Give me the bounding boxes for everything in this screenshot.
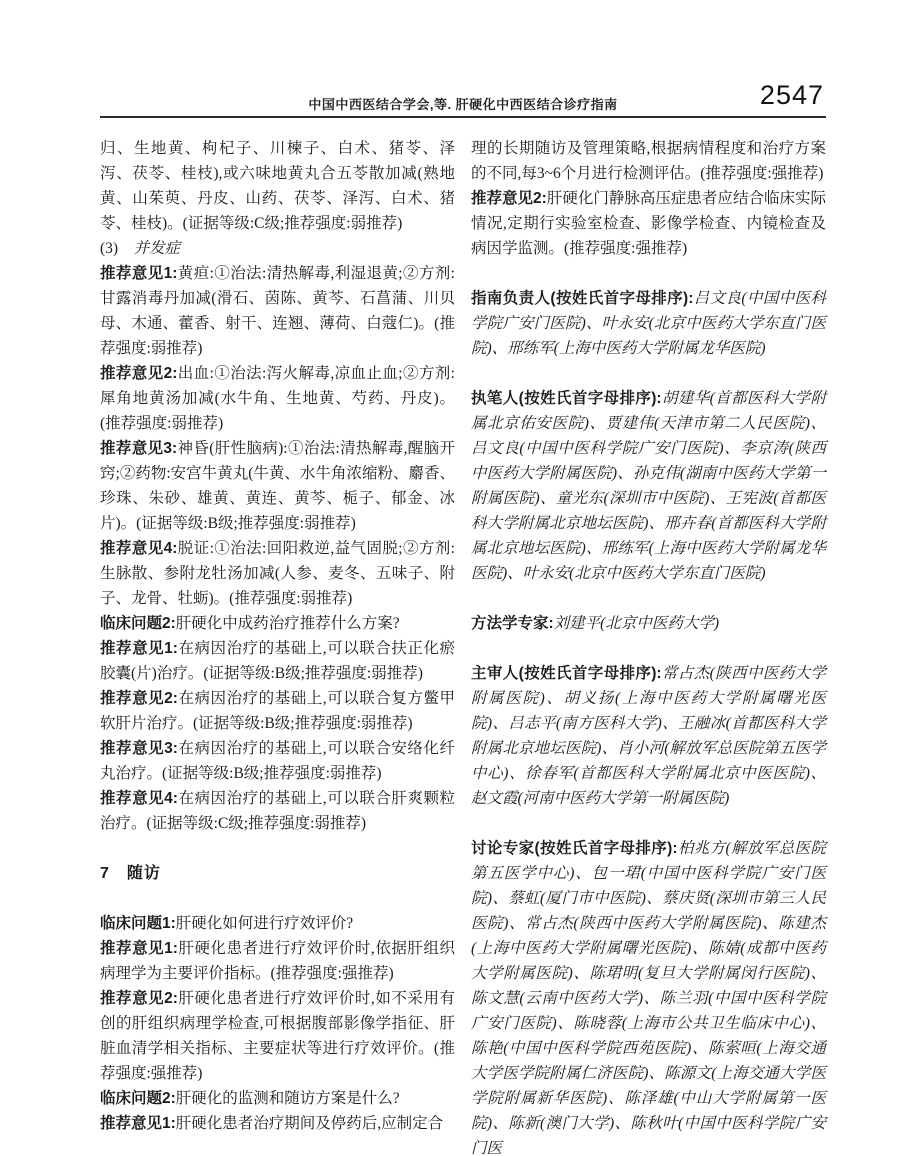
text-run-bold: 临床问题1: (100, 915, 176, 932)
text-run-bold: 推荐意见1: (100, 265, 178, 282)
text-run-kai: 吕文良(中国中医科学院广安门医院)、叶永安(北京中医药大学东直门医院)、邢练军(上海中医药大学附属龙华医院) (471, 290, 826, 357)
running-head: 中国中西医结合学会,等. 肝硬化中西医结合诊疗指南 (308, 97, 618, 112)
paragraph (471, 836, 826, 1156)
text-run-normal: 肝硬化门静脉高压症患者应结合临床实际情况,定期行实验室检查、影像学检查、内镜检查及病因学监测。(推荐强度:强推荐) (471, 190, 826, 257)
section-heading (100, 861, 455, 886)
text-run-normal: 脱证:①治法:回阳救逆,益气固脱;②方剂:生脉散、参附龙牡汤加减(人参、麦冬、五味子、附子、龙骨、牡蛎)。(推荐强度:弱推荐) (100, 540, 455, 607)
text-run-bold: 推荐意见4: (100, 790, 178, 807)
text-run-bold: 推荐意见3: (100, 740, 178, 757)
text-run-normal: (3) (100, 240, 134, 257)
text-run-bold: 推荐意见2: (100, 690, 178, 707)
paragraph (100, 236, 455, 261)
paragraph (471, 386, 826, 586)
text-run-normal: 理的长期随访及管理策略,根据病情程度和治疗方案的不同,每3~6个月进行检测评估。(推荐强度:强推荐) (471, 140, 826, 182)
text-run-normal: 在病因治疗的基础上,可以联合扶正化瘀胶囊(片)治疗。(证据等级:B级;推荐强度:弱推荐) (100, 640, 455, 682)
paragraph (100, 636, 455, 686)
text-run-bold: 讨论专家(按姓氏首字母排序): (471, 840, 678, 857)
column-left (100, 136, 455, 1156)
text-run-normal: 肝硬化如何进行疗效评价? (175, 915, 354, 932)
text-run-normal: 黄疸:①治法:清热解毒,利湿退黄;②方剂:甘露消毒丹加减(滑石、茵陈、黄芩、石菖蒲、川贝母、木通、藿香、射干、连翘、薄荷、白蔻仁)。(推荐强度:弱推荐) (100, 265, 455, 357)
text-run-bold: 推荐意见2: (471, 190, 547, 207)
text-run-bold: 推荐意见3: (100, 440, 178, 457)
text-run-bold: 临床问题2: (100, 1090, 176, 1107)
paragraph (100, 1086, 455, 1111)
paragraph (471, 286, 826, 361)
text-run-normal: 肝硬化患者进行疗效评价时,如不采用有创的肝组织病理学检查,可根据腹部影像学指征、肝脏血清学相关指标、主要症状等进行疗效评价。(推荐强度:强推荐) (100, 990, 455, 1082)
text-run-kai: 胡建华(首都医科大学附属北京佑安医院)、贾建伟(天津市第二人民医院)、吕文良(中国中医科学院广安门医院)、李京涛(陕西中医药大学附属医院)、孙克伟(湖南中医药大学第一附属医院)、童光东(深圳市中医院)、王宪波(首都医科大学附属北京地坛医院)、邢卉春(首都医科大学附属北京地坛医院)、邢练军(上海中医药大学附属龙华医院)、叶永安(北京中医药大学东直门医院) (471, 390, 826, 582)
text-run-normal: 在病因治疗的基础上,可以联合复方鳖甲软肝片治疗。(证据等级:B级;推荐强度:弱推荐) (100, 690, 455, 732)
paragraph (100, 936, 455, 986)
paragraph (100, 611, 455, 636)
paragraph (471, 136, 826, 186)
paragraph (100, 786, 455, 836)
paragraph (471, 661, 826, 811)
text-run-kai: 刘建平(北京中医药大学) (553, 615, 719, 632)
article-body (100, 136, 826, 1156)
paragraph (100, 736, 455, 786)
text-run-normal: 归、生地黄、枸杞子、川楝子、白术、猪苓、泽泻、茯苓、桂枝),或六味地黄丸合五苓散加减(熟地黄、山茱萸、丹皮、山药、茯苓、泽泻、白术、猪苓、桂枝)。(证据等级:C级;推荐强度:弱推荐) (100, 140, 455, 232)
text-run-bold: 推荐意见2: (100, 365, 178, 382)
text-run-kai: 并发症 (133, 240, 181, 257)
text-run-normal: 在病因治疗的基础上,可以联合安络化纤丸治疗。(证据等级:B级;推荐强度:弱推荐) (100, 740, 455, 782)
column-right (471, 136, 826, 1156)
header-divider (100, 116, 826, 118)
text-run-normal: 神昏(肝性脑病):①治法:清热解毒,醒脑开窍;②药物:安宫牛黄丸(牛黄、水牛角浓缩粉、麝香、珍珠、朱砂、雄黄、黄连、黄芩、栀子、郁金、冰片)。(证据等级:B级;推荐强度:弱推荐) (100, 440, 455, 532)
text-run-normal: 肝硬化的监测和随访方案是什么? (175, 1090, 400, 1107)
text-run-bold: 推荐意见2: (100, 990, 178, 1007)
paragraph (100, 986, 455, 1086)
text-run-normal: 出血:①治法:泻火解毒,凉血止血;②方剂:犀角地黄汤加减(水牛角、生地黄、芍药、丹皮)。(推荐强度:弱推荐) (100, 365, 455, 432)
paragraph (100, 911, 455, 936)
text-run-bold: 推荐意见4: (100, 540, 178, 557)
text-run-bold: 执笔人(按姓氏首字母排序): (471, 390, 662, 407)
paragraph (471, 611, 826, 636)
page-header (100, 80, 826, 120)
paragraph (100, 686, 455, 736)
paragraph (100, 436, 455, 536)
paragraph (100, 136, 455, 236)
text-run-normal: 肝硬化患者进行疗效评价时,依据肝组织病理学为主要评价指标。(推荐强度:强推荐) (100, 940, 455, 982)
text-run-kai: 常占杰(陕西中医药大学附属医院)、胡义扬(上海中医药大学附属曙光医院)、吕志平(南方医科大学)、王融冰(首都医科大学附属北京地坛医院)、肖小河(解放军总医院第五医学中心)、徐春军(首都医科大学附属北京中医医院)、赵文霞(河南中医药大学第一附属医院) (471, 665, 826, 807)
text-run-bold: 推荐意见1: (100, 640, 178, 657)
text-run-bold: 临床问题2: (100, 615, 176, 632)
text-run-bold: 主审人(按姓氏首字母排序): (471, 665, 662, 682)
paragraph (100, 361, 455, 436)
paragraph (100, 536, 455, 611)
text-run-bold: 7 随访 (100, 865, 161, 882)
text-run-bold: 推荐意见1: (100, 940, 178, 957)
page-number: 2547 (759, 80, 824, 110)
paragraph (100, 1111, 455, 1136)
text-run-normal: 在病因治疗的基础上,可以联合肝爽颗粒治疗。(证据等级:C级;推荐强度:弱推荐) (100, 790, 455, 832)
text-run-bold: 推荐意见1: (100, 1115, 176, 1132)
text-run-kai: 柏兆方(解放军总医院第五医学中心)、包一珺(中国中医科学院广安门医院)、蔡虹(厦门市中医院)、蔡庆贤(深圳市第三人民医院)、常占杰(陕西中医药大学附属医院)、陈建杰(上海中医药大学附属曙光医院)、陈婧(成都中医药大学附属医院)、陈珺明(复旦大学附属闵行医院)、陈文慧(云南中医药大学)、陈兰羽(中国中医科学院广安门医院)、陈晓蓉(上海市公共卫生临床中心)、陈艳(中国中医科学院西苑医院)、陈萦晅(上海交通大学医学院附属仁济医院)、陈源文(上海交通大学医学院附属新华医院)、陈泽雄(中山大学附属第一医院)、陈新(澳门大学)、陈秋叶(中国中医科学院广安门医 (471, 840, 826, 1156)
paragraph (100, 261, 455, 361)
text-run-bold: 方法学专家: (471, 615, 554, 632)
text-run-bold: 指南负责人(按姓氏首字母排序): (471, 290, 694, 307)
text-run-normal: 肝硬化患者治疗期间及停药后,应制定合 (175, 1115, 444, 1132)
text-run-normal: 肝硬化中成药治疗推荐什么方案? (175, 615, 400, 632)
paragraph (471, 186, 826, 261)
